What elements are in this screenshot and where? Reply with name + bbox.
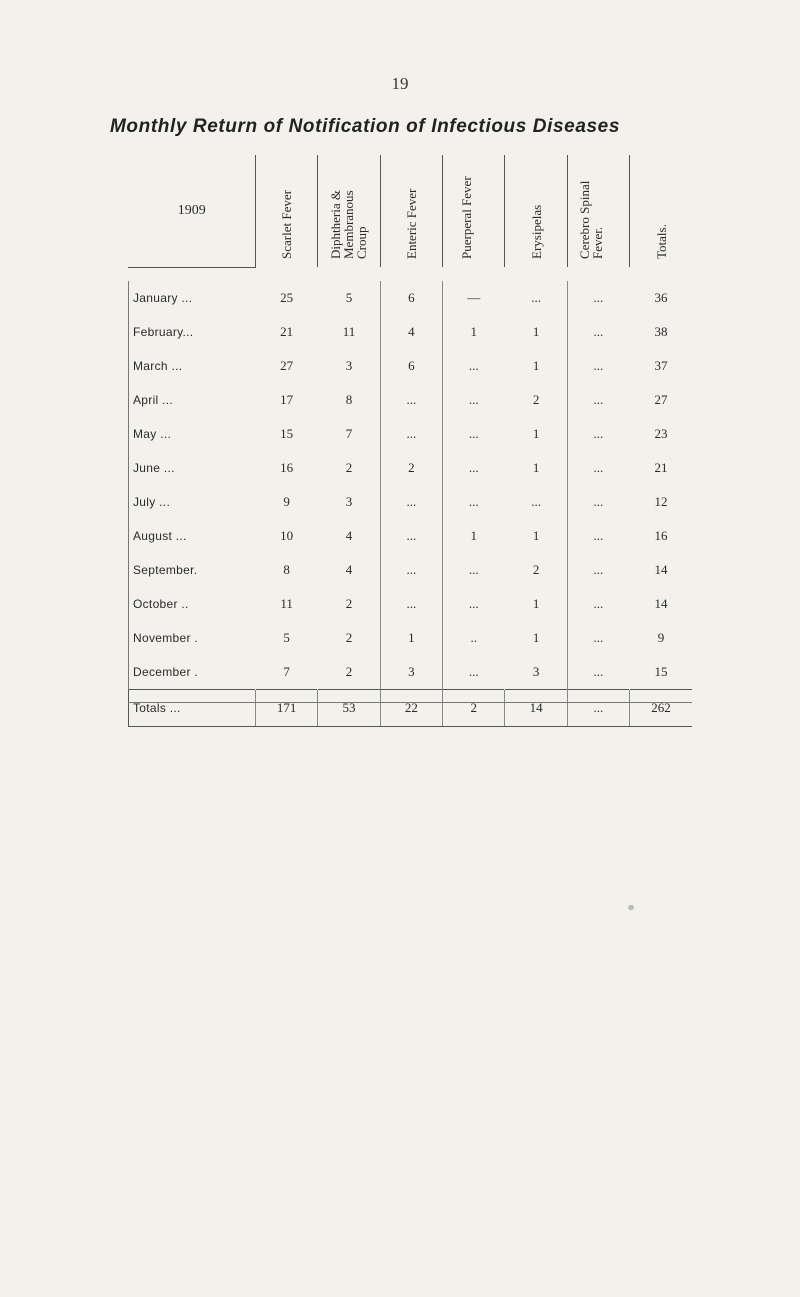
cell-enteric-fever: 6 [380,349,442,383]
cell-erysipelas: 14 [505,689,567,726]
cell-diphtheria: 11 [342,324,356,339]
cell-totals: 12 [654,494,668,509]
month-cell: January ... [129,281,256,315]
year-header: 1909 [129,155,256,267]
cell-diphtheria: 3 [345,494,353,509]
cell-totals: 16 [654,528,668,543]
month-cell: March ... [129,349,256,383]
cell-puerperal-fever: ... [443,587,505,621]
cell-totals: 27 [654,392,668,407]
notification-table [128,155,692,727]
cell-diphtheria: 7 [345,426,353,441]
month-cell: May ... [129,417,256,451]
cell-enteric-fever: ... [380,383,442,417]
cell-totals: 21 [654,460,668,475]
cell-cerebro-spinal-fever: ... [567,451,629,485]
cell-cerebro-spinal-fever: ... [567,315,629,349]
page-number: 19 [391,74,409,93]
month-cell: August ... [129,519,256,553]
column-header-puerperal-fever: Puerperal Fever [443,155,505,267]
notification-table-container [128,155,692,715]
column-header-scarlet-fever: Scarlet Fever [255,155,317,267]
cell-erysipelas: 1 [532,630,540,645]
month-cell: April ... [129,383,256,417]
cell-enteric-fever: 2 [380,451,442,485]
cell-diphtheria: 2 [345,460,353,475]
cell-diphtheria: 53 [318,689,380,726]
cell-cerebro-spinal-fever: ... [567,553,629,587]
cell-erysipelas: 1 [532,358,540,373]
cell-scarlet-fever: 5 [283,630,290,645]
page-title: Monthly Return of Notification of Infectious Diseases [110,116,621,137]
totals-label: Totals ... [129,689,256,726]
cell-totals: 15 [654,663,668,679]
cell-totals: 9 [657,630,665,645]
cell-puerperal-fever: ... [443,383,505,417]
cell-puerperal-fever: 2 [443,689,505,726]
cell-enteric-fever: ... [380,519,442,553]
cell-puerperal-fever: ... [443,451,505,485]
ink-mark [628,905,634,910]
cell-erysipelas: 2 [532,562,540,577]
cell-erysipelas: 3 [532,663,540,679]
column-header-totals: Totals. [630,155,692,267]
month-cell: November . [129,621,256,655]
cell-scarlet-fever: 16 [280,460,294,475]
table-row [129,281,693,315]
cell-cerebro-spinal-fever: ... [567,689,629,726]
cell-enteric-fever: 3 [380,655,442,689]
cell-enteric-fever: 1 [380,621,442,655]
cell-erysipelas: ... [531,494,541,509]
month-cell: September. [129,553,256,587]
table-row [129,621,693,655]
cell-scarlet-fever: 7 [283,663,290,679]
cell-erysipelas: 1 [532,460,540,475]
cell-scarlet-fever: 15 [280,426,294,441]
column-header-diphtheria: Diphtheria & Membranous Croup [318,155,380,267]
cell-erysipelas: 2 [532,392,540,407]
table-row [129,315,693,349]
table-row [129,485,693,519]
table-body [129,281,693,726]
cell-enteric-fever: 4 [380,315,442,349]
cell-puerperal-fever: ... [443,349,505,383]
cell-cerebro-spinal-fever: ... [567,587,629,621]
cell-diphtheria: 4 [345,528,353,543]
totals-row [129,689,693,726]
cell-erysipelas: 1 [532,528,540,543]
cell-erysipelas: 1 [532,426,540,441]
column-header-erysipelas: Erysipelas [505,155,567,267]
cell-erysipelas: 1 [532,324,540,339]
cell-enteric-fever: ... [380,485,442,519]
cell-scarlet-fever: 10 [280,528,294,543]
cell-diphtheria: 2 [345,596,353,611]
cell-scarlet-fever: 21 [280,324,294,339]
cell-cerebro-spinal-fever: ... [567,485,629,519]
cell-scarlet-fever: 8 [283,562,290,577]
bottom-rule [128,702,692,703]
cell-puerperal-fever: 1 [443,519,505,553]
cell-totals: 14 [654,596,668,611]
cell-scarlet-fever: 25 [280,290,294,305]
cell-diphtheria: 3 [345,358,353,373]
month-cell: October .. [129,587,256,621]
cell-cerebro-spinal-fever: ... [567,417,629,451]
cell-scarlet-fever: 171 [255,689,317,726]
cell-scarlet-fever: 9 [283,494,290,509]
table-row [129,519,693,553]
cell-cerebro-spinal-fever: ... [567,621,629,655]
header-row [129,155,693,267]
cell-diphtheria: 8 [345,392,353,407]
column-header-cerebro-spinal-fever: Cerebro Spinal Fever. [567,155,629,267]
month-cell: February... [129,315,256,349]
cell-erysipelas: ... [531,290,541,305]
cell-scarlet-fever: 27 [280,358,294,373]
cell-enteric-fever: ... [380,417,442,451]
cell-totals: 14 [654,562,668,577]
table-row [129,451,693,485]
month-cell: July ... [129,485,256,519]
cell-puerperal-fever: 1 [443,315,505,349]
table-row [129,349,693,383]
table-row [129,587,693,621]
cell-puerperal-fever: ... [443,417,505,451]
cell-diphtheria: 2 [345,630,353,645]
cell-cerebro-spinal-fever: ... [567,655,629,689]
cell-puerperal-fever: ... [443,553,505,587]
cell-scarlet-fever: 11 [280,596,293,611]
cell-enteric-fever: ... [380,587,442,621]
column-header-enteric-fever: Enteric Fever [380,155,442,267]
cell-puerperal-fever: ... [443,655,505,689]
cell-totals: 23 [654,426,668,441]
cell-totals: 262 [630,689,692,726]
month-cell: June ... [129,451,256,485]
cell-totals: 36 [654,290,668,305]
table-row [129,553,693,587]
cell-puerperal-fever: ... [443,485,505,519]
cell-cerebro-spinal-fever: ... [567,281,629,315]
cell-diphtheria: 5 [345,290,353,305]
cell-cerebro-spinal-fever: ... [567,519,629,553]
table-row [129,655,693,689]
table-row [129,417,693,451]
cell-diphtheria: 2 [345,663,353,679]
cell-totals: 38 [654,324,668,339]
cell-enteric-fever: ... [380,553,442,587]
table-row [129,383,693,417]
cell-enteric-fever: 22 [380,689,442,726]
cell-scarlet-fever: 17 [280,392,294,407]
cell-cerebro-spinal-fever: ... [567,383,629,417]
cell-totals: 37 [654,358,668,373]
cell-cerebro-spinal-fever: ... [567,349,629,383]
cell-puerperal-fever: — [443,281,505,315]
cell-diphtheria: 4 [345,562,353,577]
cell-erysipelas: 1 [532,596,540,611]
cell-enteric-fever: 6 [380,281,442,315]
cell-puerperal-fever: .. [443,621,505,655]
month-cell: December . [129,655,256,689]
